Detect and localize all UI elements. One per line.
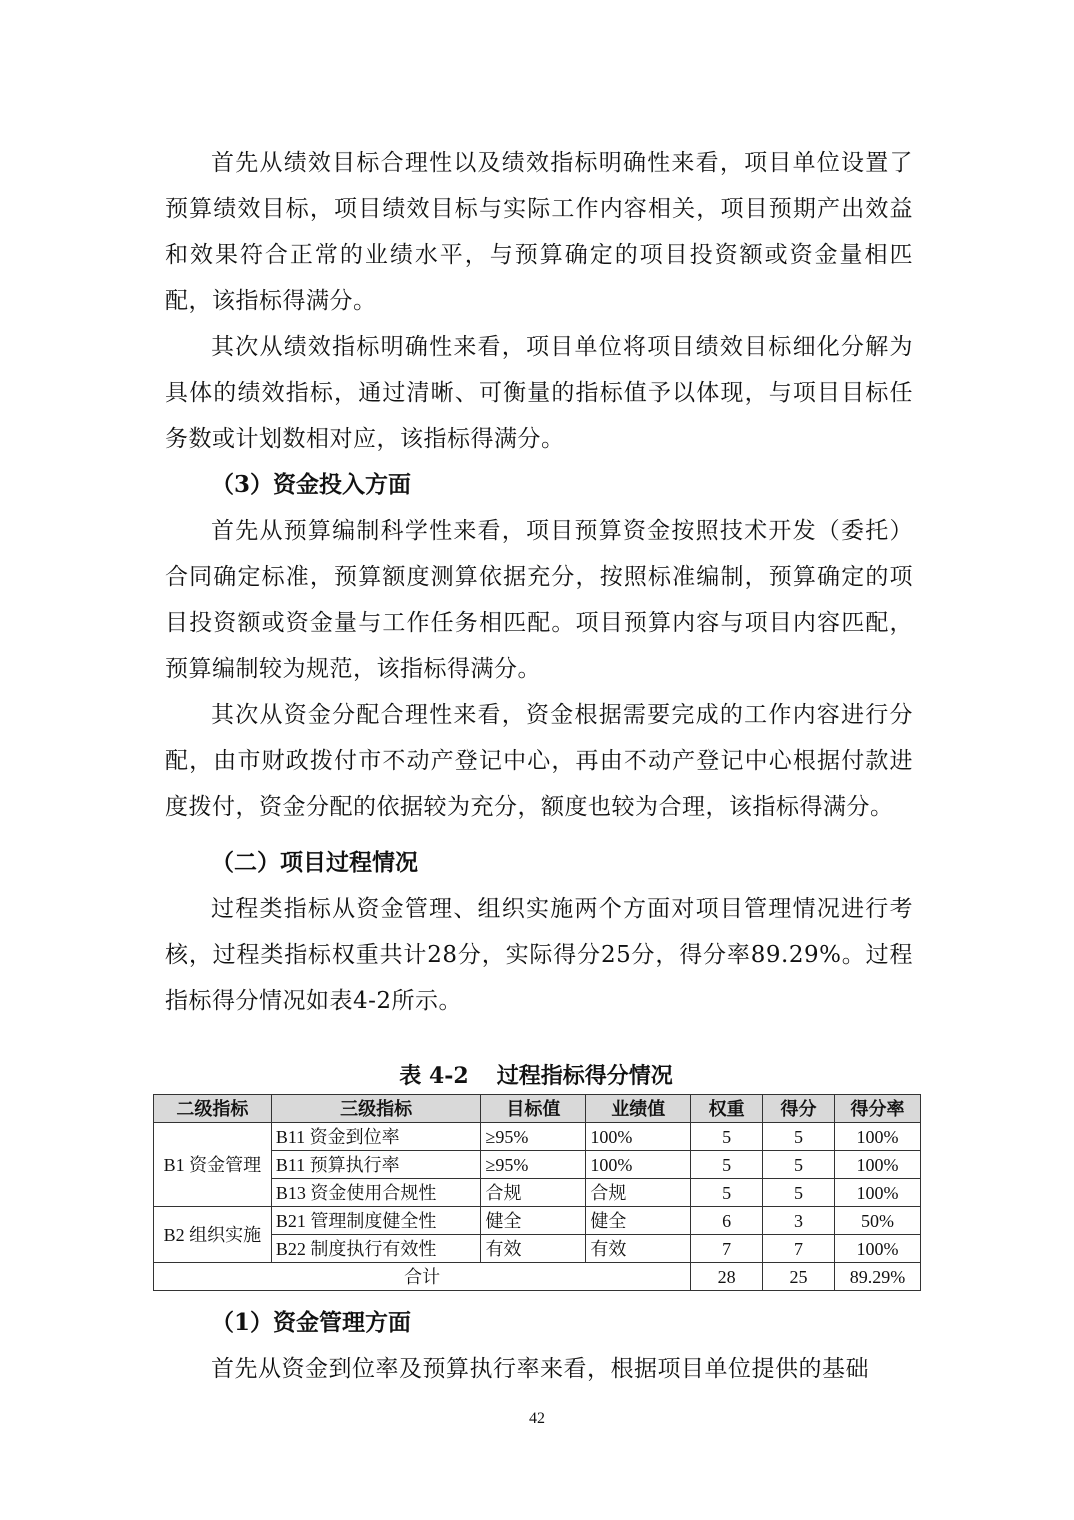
cell: 6 [691, 1207, 763, 1235]
cell: 健全 [481, 1207, 586, 1235]
total-weight: 28 [691, 1263, 763, 1291]
total-score: 25 [763, 1263, 835, 1291]
header-cell: 得分率 [834, 1095, 920, 1123]
body-text-upper [165, 140, 913, 1024]
cell: 5 [691, 1179, 763, 1207]
section-heading-funding: （3）资金投入方面 [211, 471, 412, 498]
cell: 5 [691, 1123, 763, 1151]
cell: 100% [834, 1179, 920, 1207]
table-row [154, 1123, 921, 1151]
section-heading-money-mgmt: （1）资金管理方面 [211, 1309, 412, 1336]
table-total-row [154, 1263, 921, 1291]
cell: 有效 [481, 1235, 586, 1263]
group-cell: B2 组织实施 [154, 1207, 272, 1263]
cell: ≥95% [481, 1151, 586, 1179]
cell: 5 [763, 1179, 835, 1207]
header-cell: 目标值 [481, 1095, 586, 1123]
cell: 100% [834, 1151, 920, 1179]
cell: 合规 [586, 1179, 691, 1207]
cell: 100% [834, 1123, 920, 1151]
cell: 100% [586, 1123, 691, 1151]
cell: 7 [691, 1235, 763, 1263]
table-row [154, 1207, 921, 1235]
page-number: 42 [529, 1410, 545, 1427]
paragraph: 过程类指标从资金管理、组织实施两个方面对项目管理情况进行考核，过程类指标权重共计28分，实际得分25分，得分率89.29%。过程指标得分情况如表4-2所示。 [165, 896, 913, 1014]
header-cell: 三级指标 [271, 1095, 481, 1123]
paragraph: 首先从绩效目标合理性以及绩效指标明确性来看，项目单位设置了预算绩效目标，项目绩效目标与实际工作内容相关，项目预期产出效益和效果符合正常的业绩水平，与预算确定的项目投资额或资金量相匹配，该指标得满分。 [165, 150, 913, 314]
header-cell: 权重 [691, 1095, 763, 1123]
cell: 7 [763, 1235, 835, 1263]
cell: 5 [763, 1123, 835, 1151]
score-table [153, 1094, 921, 1291]
total-rate: 89.29% [834, 1263, 920, 1291]
body-text-lower [165, 1300, 913, 1392]
header-cell: 二级指标 [154, 1095, 272, 1123]
header-cell: 得分 [763, 1095, 835, 1123]
table-header-row [154, 1095, 921, 1123]
cell: B13 资金使用合规性 [271, 1179, 481, 1207]
paragraph: 首先从预算编制科学性来看，项目预算资金按照技术开发（委托）合同确定标准，预算额度测算依据充分，按照标准编制，预算确定的项目投资额或资金量与工作任务相匹配。项目预算内容与项目内容匹配，预算编制较为规范，该指标得满分。 [165, 518, 913, 682]
cell: 5 [763, 1151, 835, 1179]
cell: 3 [763, 1207, 835, 1235]
cell: 有效 [586, 1235, 691, 1263]
paragraph: 其次从绩效指标明确性来看，项目单位将项目绩效目标细化分解为具体的绩效指标，通过清晰、可衡量的指标值予以体现，与项目目标任务数或计划数相对应，该指标得满分。 [165, 334, 913, 452]
table-caption-number: 表 4-2 [399, 1063, 469, 1089]
cell: B11 预算执行率 [271, 1151, 481, 1179]
cell: 合规 [481, 1179, 586, 1207]
group-cell: B1 资金管理 [154, 1123, 272, 1207]
cell: B22 制度执行有效性 [271, 1235, 481, 1263]
section-heading-process: （二）项目过程情况 [211, 849, 418, 876]
cell: B11 资金到位率 [271, 1123, 481, 1151]
table-caption [150, 1060, 922, 1092]
cell: 50% [834, 1207, 920, 1235]
cell: 健全 [586, 1207, 691, 1235]
cell: 5 [691, 1151, 763, 1179]
header-cell: 业绩值 [586, 1095, 691, 1123]
cell: B21 管理制度健全性 [271, 1207, 481, 1235]
cell: 100% [834, 1235, 920, 1263]
cell: ≥95% [481, 1123, 586, 1151]
cell: 100% [586, 1151, 691, 1179]
table-caption-title: 过程指标得分情况 [496, 1063, 673, 1089]
paragraph: 首先从资金到位率及预算执行率来看，根据项目单位提供的基础 [211, 1356, 869, 1382]
paragraph: 其次从资金分配合理性来看，资金根据需要完成的工作内容进行分配，由市财政拨付市不动产登记中心，再由不动产登记中心根据付款进度拨付，资金分配的依据较为充分，额度也较为合理，该指标得满分。 [165, 702, 913, 820]
total-label: 合计 [154, 1263, 691, 1291]
